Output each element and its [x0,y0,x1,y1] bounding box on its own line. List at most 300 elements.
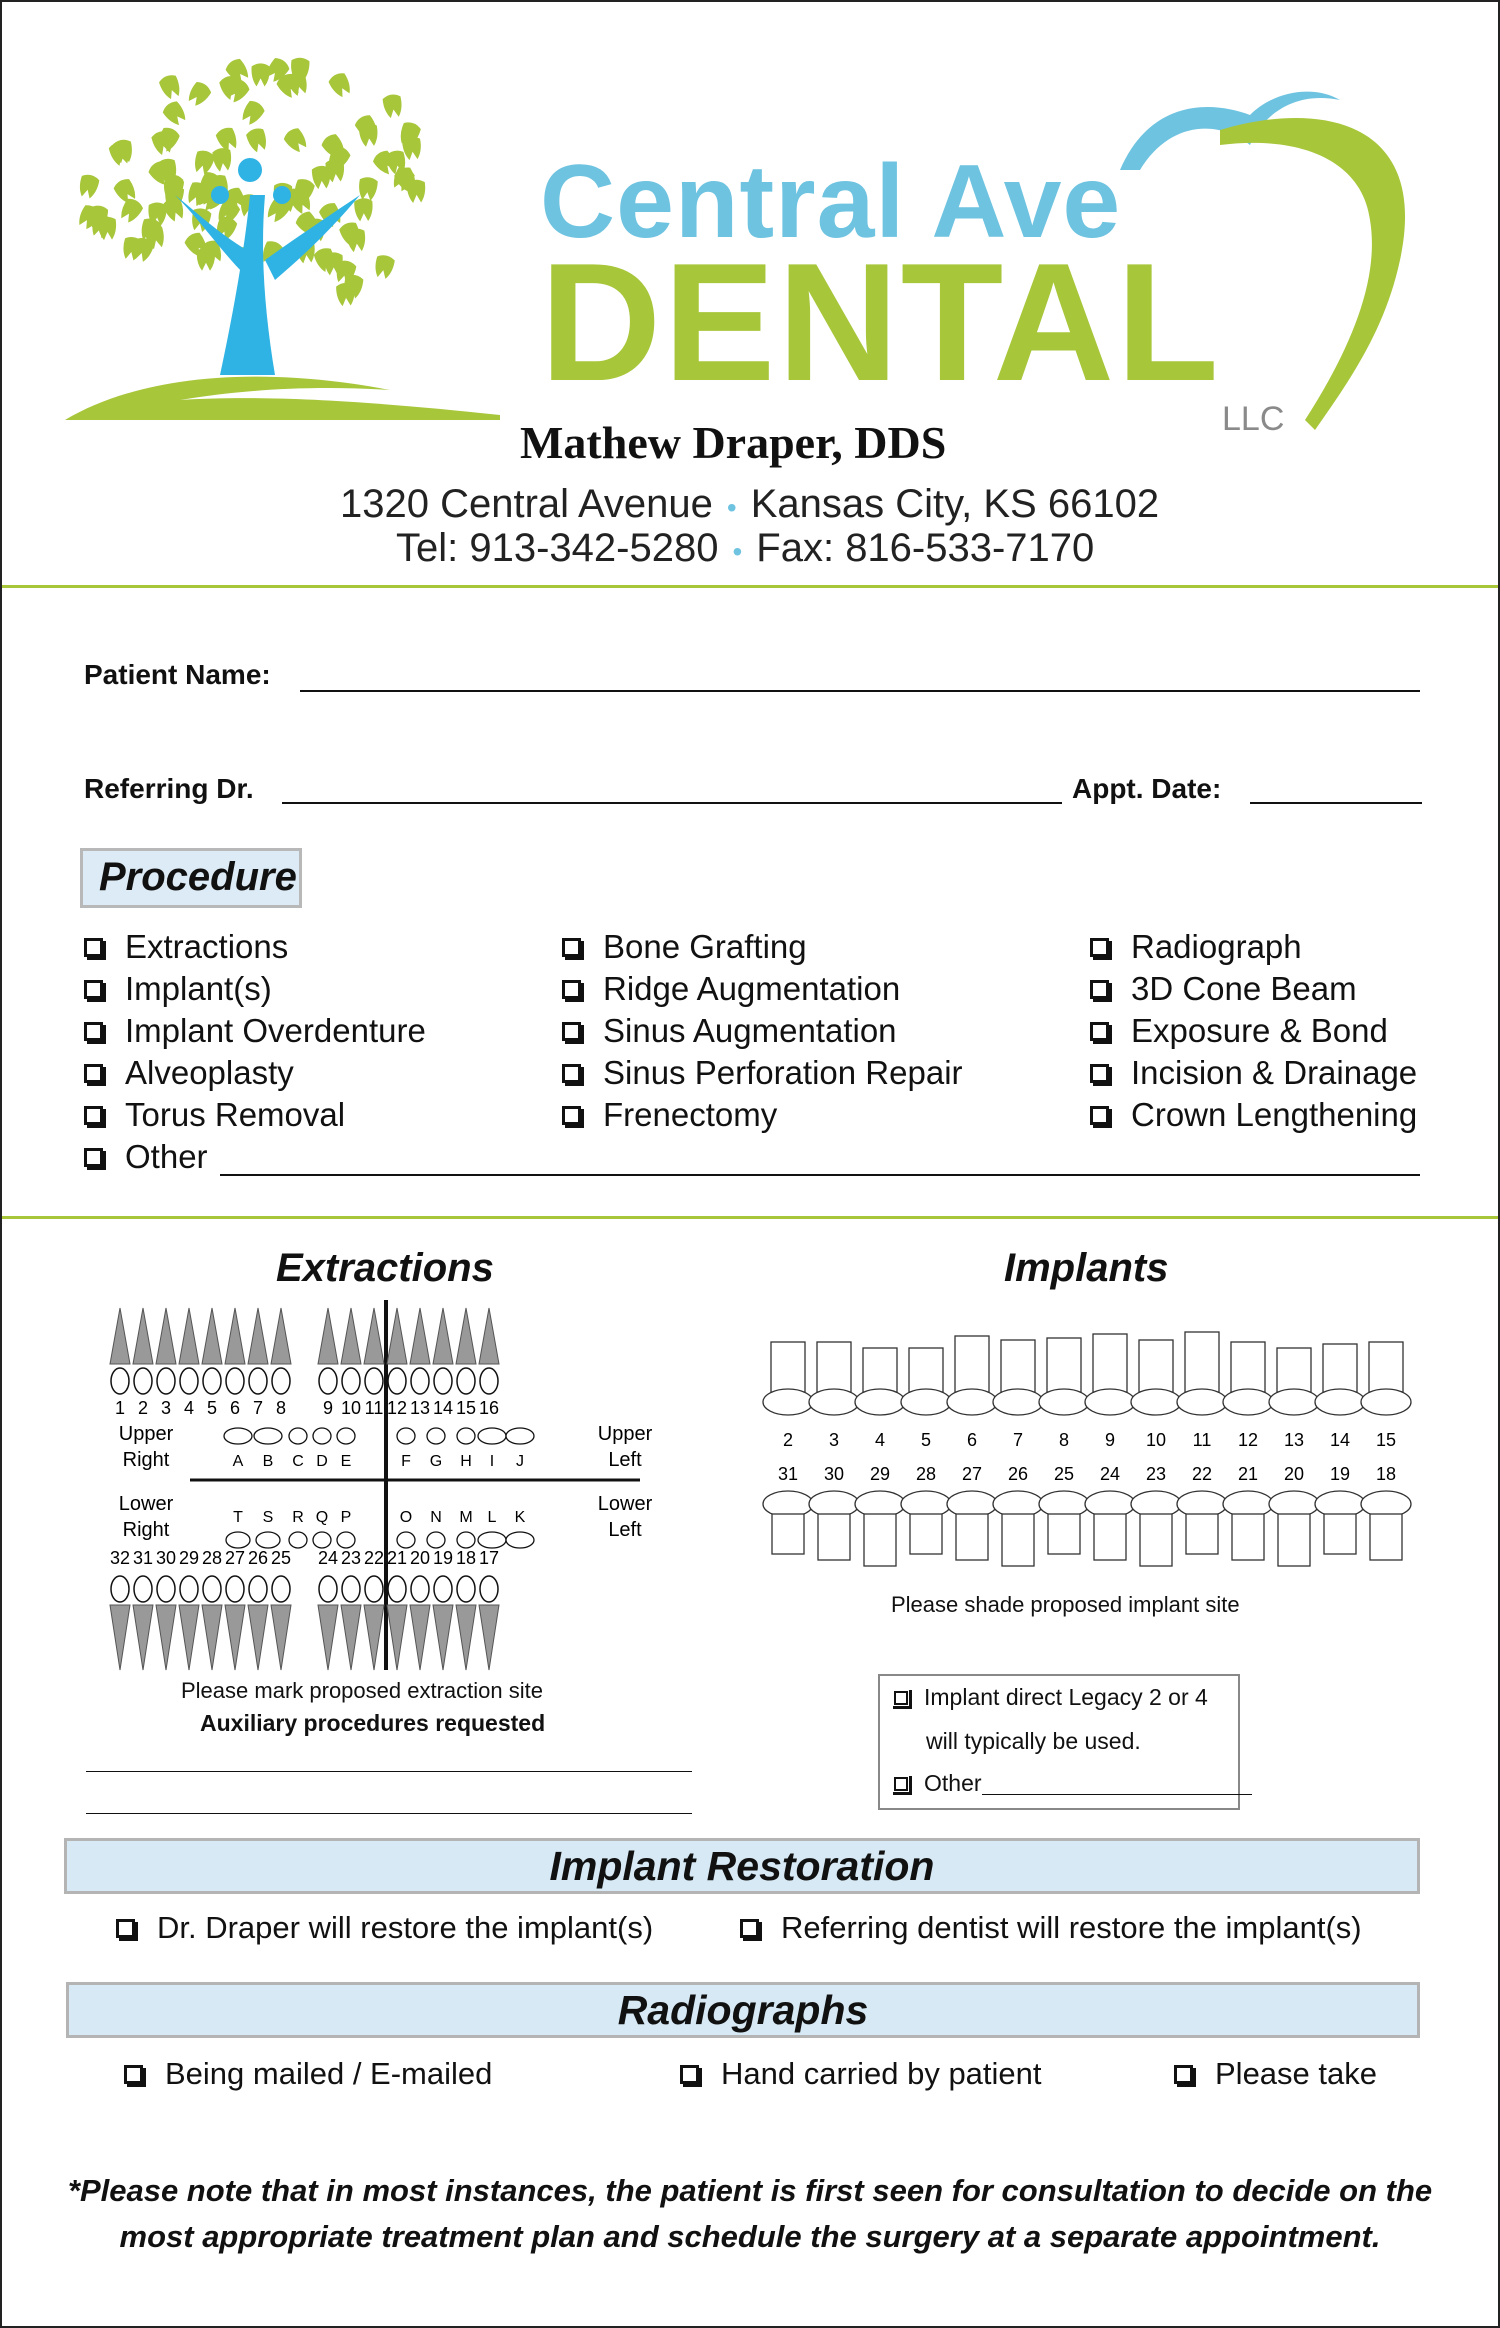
procedure-option[interactable] [562,970,900,1008]
lower-tooth[interactable] [202,1605,222,1670]
upper-tooth[interactable] [225,1308,245,1364]
checkbox[interactable] [562,980,581,999]
primary-tooth[interactable] [313,1532,331,1548]
implants-chart[interactable] [752,1320,1432,1580]
primary-tooth-letter[interactable]: O [399,1509,413,1526]
upper-tooth-number[interactable]: 8 [275,1398,287,1418]
upper-implant-tooth[interactable] [771,1342,805,1392]
procedure-option[interactable] [1090,1096,1417,1134]
upper-tooth-crown[interactable] [365,1368,383,1394]
lower-implant-number: 22 [1191,1464,1213,1484]
checkbox[interactable] [1090,1022,1109,1041]
upper-implant-number: 13 [1283,1430,1305,1450]
upper-tooth-number[interactable]: 12 [386,1398,408,1418]
lower-tooth[interactable] [456,1605,476,1670]
lower-tooth-number[interactable]: 24 [317,1548,339,1568]
lower-tooth-number[interactable]: 20 [409,1548,431,1568]
checkbox[interactable] [1174,2065,1193,2084]
restoration-title: Implant Restoration [549,1843,935,1889]
checkbox[interactable] [1090,938,1109,957]
primary-tooth-letter[interactable]: I [489,1453,495,1470]
primary-tooth[interactable] [289,1532,307,1548]
lower-implant-tooth[interactable] [1094,1514,1126,1560]
upper-tooth-number[interactable]: 3 [160,1398,172,1418]
upper-tooth[interactable] [271,1308,291,1364]
restoration-opt1[interactable]: Dr. Draper will restore the implant(s) [116,1910,653,1946]
lower-tooth[interactable] [156,1605,176,1670]
upper-tooth-crown[interactable] [388,1368,406,1394]
primary-tooth-letter[interactable]: E [340,1453,352,1470]
lower-left-label: Left [608,1519,642,1541]
upper-tooth[interactable] [479,1308,499,1364]
upper-tooth[interactable] [341,1308,361,1364]
primary-tooth[interactable] [457,1428,475,1444]
upper-implant-number: 5 [920,1430,932,1450]
checkbox[interactable] [894,1777,908,1791]
lower-tooth-number[interactable]: 27 [224,1548,246,1568]
lower-tooth-crown[interactable] [180,1576,198,1602]
primary-tooth-letter[interactable]: J [516,1453,524,1470]
lower-tooth-crown[interactable] [157,1576,175,1602]
upper-implant-crown [1361,1389,1411,1415]
upper-tooth-number[interactable]: 1 [114,1398,126,1418]
upper-implant-crown [947,1389,997,1415]
upper-tooth-crown[interactable] [434,1368,452,1394]
upper-tooth-crown[interactable] [249,1368,267,1394]
upper-tooth-crown[interactable] [272,1368,290,1394]
upper-implant-crown [1039,1389,1089,1415]
procedure-option-label: Crown Lengthening [1131,1096,1418,1133]
lower-implant-number: 19 [1329,1464,1351,1484]
procedure-option[interactable] [1090,1012,1388,1050]
lower-implant-crown [993,1491,1043,1517]
upper-implant-tooth[interactable] [1139,1340,1173,1392]
upper-implant-number: 15 [1375,1430,1397,1450]
upper-tooth[interactable] [248,1308,268,1364]
lower-tooth[interactable] [271,1605,291,1670]
lower-tooth-crown[interactable] [480,1576,498,1602]
extractions-caption: Please mark proposed extraction site [181,1678,543,1703]
procedure-option-label: Exposure & Bond [1131,1012,1388,1049]
lower-left-label: Lower [597,1493,653,1515]
lower-tooth[interactable] [110,1605,130,1670]
primary-tooth[interactable] [478,1532,506,1548]
upper-implant-number: 12 [1237,1430,1259,1450]
lower-implant-crown [763,1491,813,1517]
upper-tooth-number[interactable]: 11 [364,1398,384,1418]
patient-name-label: Patient Name: [84,659,271,690]
appt-date-label: Appt. Date: [1072,773,1222,804]
primary-tooth[interactable] [397,1532,415,1548]
procedure-option[interactable] [1090,970,1357,1008]
upper-tooth-crown[interactable] [411,1368,429,1394]
procedure-option-label: Alveoplasty [125,1054,294,1091]
appt-date-field[interactable] [1250,802,1422,804]
upper-implant-tooth[interactable] [1047,1338,1081,1392]
upper-tooth-crown[interactable] [157,1368,175,1394]
primary-tooth-letter[interactable]: D [316,1453,328,1470]
upper-implant-tooth[interactable] [1231,1342,1265,1392]
brand-suffix: LLC [1222,400,1285,438]
lower-implant-number: 27 [961,1464,983,1484]
primary-tooth-letter[interactable]: L [487,1509,497,1526]
upper-tooth-number[interactable]: 13 [409,1398,431,1418]
procedure-option-label: Implant(s) [125,970,272,1007]
checkbox[interactable] [562,938,581,957]
lower-tooth[interactable] [341,1605,361,1670]
checkbox[interactable] [740,1919,759,1938]
upper-tooth-crown[interactable] [180,1368,198,1394]
lower-tooth-number[interactable]: 30 [155,1548,177,1568]
procedure-option[interactable] [562,1054,963,1092]
lower-tooth-crown[interactable] [319,1576,337,1602]
primary-tooth-letter[interactable]: Q [315,1509,329,1526]
upper-tooth[interactable] [456,1308,476,1364]
upper-tooth-number[interactable]: 9 [322,1398,334,1418]
lower-implant-crown [901,1491,951,1517]
lower-tooth-crown[interactable] [272,1576,290,1602]
lower-tooth-number[interactable]: 22 [363,1548,385,1568]
referring-dr-field[interactable] [282,802,1062,804]
procedure-option-label: Frenectomy [603,1096,778,1133]
upper-tooth-crown[interactable] [111,1368,129,1394]
lower-tooth[interactable] [133,1605,153,1670]
upper-tooth-crown[interactable] [342,1368,360,1394]
checkbox[interactable] [562,1022,581,1041]
procedure-option[interactable] [84,928,288,966]
primary-tooth[interactable] [397,1428,415,1444]
primary-tooth[interactable] [478,1428,506,1444]
dot-separator: • [732,536,743,567]
checkbox[interactable] [1090,1064,1109,1083]
procedure-option-label: Sinus Perforation Repair [603,1054,963,1091]
primary-tooth[interactable] [427,1532,445,1548]
checkbox[interactable] [562,1064,581,1083]
upper-tooth-number[interactable]: 15 [455,1398,477,1418]
lower-implant-tooth[interactable] [818,1514,850,1560]
upper-right-label: Right [122,1449,170,1471]
lower-tooth[interactable] [410,1605,430,1670]
upper-tooth[interactable] [364,1308,384,1364]
lower-tooth-crown[interactable] [388,1576,406,1602]
lower-tooth[interactable] [479,1605,499,1670]
lower-tooth-crown[interactable] [434,1576,452,1602]
primary-tooth[interactable] [427,1428,445,1444]
city: Kansas City, KS 66102 [750,482,1160,526]
fax: Fax: 816-533-7170 [756,526,1095,570]
primary-tooth[interactable] [506,1532,534,1548]
primary-tooth-letter[interactable]: S [262,1509,274,1526]
procedure-option[interactable] [562,1012,897,1050]
primary-tooth[interactable] [254,1428,282,1444]
lower-tooth[interactable] [248,1605,268,1670]
upper-tooth[interactable] [202,1308,222,1364]
upper-implant-crown [1177,1389,1227,1415]
upper-implant-number: 2 [782,1430,794,1450]
lower-implant-crown [1039,1491,1089,1517]
upper-tooth[interactable] [133,1308,153,1364]
lower-tooth[interactable] [364,1605,384,1670]
address-line [340,482,1159,527]
lower-tooth-crown[interactable] [457,1576,475,1602]
restoration-band [64,1838,1420,1894]
auxiliary-line2[interactable] [86,1813,692,1814]
upper-tooth-number[interactable]: 2 [137,1398,149,1418]
checkbox[interactable] [894,1691,908,1705]
upper-tooth-number[interactable]: 5 [206,1398,218,1418]
implants-caption: Please shade proposed implant site [891,1592,1240,1617]
upper-implant-number: 6 [966,1430,978,1450]
upper-implant-number: 14 [1329,1430,1351,1450]
dot-separator: • [726,492,737,523]
procedure-header [80,848,302,908]
procedure-option[interactable] [84,1012,426,1050]
implant-legacy-option[interactable]: Implant direct Legacy 2 or 4 [894,1684,1208,1711]
lower-implant-crown [1131,1491,1181,1517]
radiographs-opt3[interactable]: Please take [1174,2056,1377,2092]
lower-tooth-number[interactable]: 29 [178,1548,200,1568]
divider-mid [2,1216,1498,1219]
checkbox[interactable] [116,1919,135,1938]
radiographs-band [66,1982,1420,2038]
upper-tooth-number[interactable]: 10 [340,1398,362,1418]
primary-tooth[interactable] [506,1428,534,1444]
other-field[interactable] [220,1174,1420,1176]
lower-implant-number: 23 [1145,1464,1167,1484]
upper-tooth[interactable] [318,1308,338,1364]
implant-legacy-line2: will typically be used. [926,1728,1141,1754]
lower-tooth-number[interactable]: 17 [478,1548,500,1568]
upper-left-label: Upper [597,1423,653,1445]
upper-implant-tooth[interactable] [863,1348,897,1392]
lower-implant-tooth[interactable] [772,1514,804,1554]
procedure-option-label: Other [125,1138,208,1175]
lower-tooth-number[interactable]: 31 [132,1548,154,1568]
upper-implant-crown [1269,1389,1319,1415]
lower-implant-tooth[interactable] [1370,1514,1402,1560]
procedure-option[interactable] [84,1054,294,1092]
procedure-option-label: Ridge Augmentation [603,970,901,1007]
primary-tooth[interactable] [226,1532,250,1548]
lower-tooth-number[interactable]: 21 [386,1548,408,1568]
lower-tooth-number[interactable]: 25 [270,1548,292,1568]
lower-implant-tooth[interactable] [1140,1514,1172,1566]
lower-implant-tooth[interactable] [1232,1514,1264,1560]
upper-tooth-crown[interactable] [226,1368,244,1394]
lower-tooth-crown[interactable] [111,1576,129,1602]
lower-tooth[interactable] [318,1605,338,1670]
primary-tooth[interactable] [337,1428,355,1444]
primary-tooth-letter[interactable]: C [292,1453,304,1470]
checkbox[interactable] [124,2065,143,2084]
primary-tooth-letter[interactable]: T [233,1509,243,1526]
lower-tooth[interactable] [387,1605,407,1670]
procedure-option[interactable] [1090,1054,1417,1092]
procedure-option-label: 3D Cone Beam [1131,970,1357,1007]
primary-tooth-letter[interactable]: N [430,1509,442,1526]
lower-implant-tooth[interactable] [956,1514,988,1560]
lower-tooth[interactable] [433,1605,453,1670]
primary-tooth[interactable] [289,1428,307,1444]
lower-implant-tooth[interactable] [1048,1514,1080,1554]
procedure-option[interactable] [84,1138,208,1176]
upper-implant-crown [1131,1389,1181,1415]
lower-tooth-crown[interactable] [411,1576,429,1602]
checkbox[interactable] [84,938,103,957]
procedure-option[interactable] [84,970,272,1008]
lower-tooth-number[interactable]: 32 [109,1548,131,1568]
checkbox[interactable] [84,1022,103,1041]
lower-tooth-number[interactable]: 18 [455,1548,477,1568]
upper-implant-number: 8 [1058,1430,1070,1450]
primary-tooth-letter[interactable]: R [292,1509,304,1526]
primary-tooth-letter[interactable]: M [459,1509,473,1526]
upper-tooth-number[interactable]: 6 [229,1398,241,1418]
checkbox[interactable] [680,2065,699,2084]
upper-implant-crown [993,1389,1043,1415]
checkbox[interactable] [84,1064,103,1083]
upper-implant-tooth[interactable] [1093,1334,1127,1392]
lower-implant-number: 24 [1099,1464,1121,1484]
implants-title: Implants [1004,1246,1169,1290]
lower-implant-tooth[interactable] [1002,1514,1034,1566]
upper-implant-tooth[interactable] [1277,1348,1311,1392]
upper-tooth-crown[interactable] [134,1368,152,1394]
upper-implant-tooth[interactable] [1185,1332,1219,1392]
upper-tooth-crown[interactable] [203,1368,221,1394]
tree-logo [60,45,500,425]
note-line2: most appropriate treatment plan and schedule the surgery at a separate appointment. [119,2219,1381,2254]
upper-implant-crown [1085,1389,1135,1415]
lower-implant-crown [1177,1491,1227,1517]
checkbox[interactable] [84,1148,103,1167]
upper-tooth[interactable] [433,1308,453,1364]
primary-tooth-letter[interactable]: F [401,1453,411,1470]
lower-tooth-crown[interactable] [365,1576,383,1602]
upper-tooth[interactable] [156,1308,176,1364]
primary-tooth-letter[interactable]: P [340,1509,352,1526]
referring-dr-label: Referring Dr. [84,773,254,804]
lower-tooth-crown[interactable] [203,1576,221,1602]
lower-tooth[interactable] [225,1605,245,1670]
checkbox[interactable] [562,1106,581,1125]
patient-name-field[interactable] [300,690,1420,692]
primary-tooth-letter[interactable]: H [460,1453,472,1470]
primary-tooth-letter[interactable]: K [514,1509,526,1526]
procedure-option[interactable] [562,928,807,966]
lower-implant-tooth[interactable] [910,1514,942,1554]
lower-implant-tooth[interactable] [1324,1514,1356,1554]
lower-implant-tooth[interactable] [1186,1514,1218,1554]
checkbox[interactable] [1090,1106,1109,1125]
upper-tooth[interactable] [387,1308,407,1364]
procedure-title: Procedure [99,855,297,899]
upper-tooth-crown[interactable] [480,1368,498,1394]
restoration-opt2[interactable]: Referring dentist will restore the implant(s) [740,1910,1362,1946]
upper-tooth[interactable] [110,1308,130,1364]
implant-other-field[interactable] [982,1772,1252,1795]
lower-implant-crown [1085,1491,1135,1517]
radiographs-opt2[interactable]: Hand carried by patient [680,2056,1042,2092]
primary-tooth[interactable] [337,1532,355,1548]
procedure-option[interactable] [84,1096,345,1134]
upper-implant-crown [809,1389,859,1415]
lower-implant-number: 30 [823,1464,845,1484]
primary-tooth-letter[interactable]: A [232,1453,244,1470]
upper-implant-tooth[interactable] [817,1342,851,1392]
upper-tooth-number[interactable]: 4 [183,1398,195,1418]
lower-implant-number: 18 [1375,1464,1397,1484]
upper-tooth-number[interactable]: 16 [478,1398,500,1418]
upper-implant-tooth[interactable] [1323,1344,1357,1392]
primary-tooth[interactable] [313,1428,331,1444]
upper-right-label: Upper [118,1423,174,1445]
upper-tooth-crown[interactable] [319,1368,337,1394]
lower-implant-number: 28 [915,1464,937,1484]
extractions-title: Extractions [276,1246,494,1290]
lower-tooth-crown[interactable] [226,1576,244,1602]
lower-tooth-crown[interactable] [342,1576,360,1602]
checkbox[interactable] [1090,980,1109,999]
procedure-option-label: Radiograph [1131,928,1302,965]
divider-top [2,585,1498,588]
upper-implant-crown [1223,1389,1273,1415]
lower-tooth-number[interactable]: 28 [201,1548,223,1568]
doctor-name: Mathew Draper, DDS [520,417,947,468]
tooth-swoosh [1100,60,1430,440]
procedure-option[interactable] [562,1096,777,1134]
primary-tooth[interactable] [457,1532,475,1548]
upper-left-label: Left [608,1449,642,1471]
lower-implant-crown [809,1491,859,1517]
implant-other-option[interactable]: Other [894,1770,1252,1797]
primary-tooth[interactable] [224,1428,252,1444]
lower-tooth-number[interactable]: 26 [247,1548,269,1568]
lower-tooth[interactable] [179,1605,199,1670]
primary-tooth-letter[interactable]: B [262,1453,274,1470]
upper-implant-crown [763,1389,813,1415]
upper-tooth[interactable] [410,1308,430,1364]
radiographs-opt1[interactable]: Being mailed / E-mailed [124,2056,492,2092]
procedure-option[interactable] [1090,928,1302,966]
auxiliary-line1[interactable] [86,1771,692,1772]
upper-implant-tooth[interactable] [909,1348,943,1392]
upper-tooth-number[interactable]: 7 [252,1398,264,1418]
tel: Tel: 913-342-5280 [396,526,719,570]
lower-implant-tooth[interactable] [864,1514,896,1566]
upper-tooth[interactable] [179,1308,199,1364]
lower-tooth-number[interactable]: 23 [340,1548,362,1568]
lower-implant-number: 29 [869,1464,891,1484]
lower-tooth-crown[interactable] [134,1576,152,1602]
upper-implant-tooth[interactable] [1369,1342,1403,1392]
primary-tooth[interactable] [256,1532,280,1548]
checkbox[interactable] [84,1106,103,1125]
lower-implant-tooth[interactable] [1278,1514,1310,1566]
lower-right-label: Right [122,1519,170,1541]
procedure-option-label: Bone Grafting [603,928,807,965]
upper-implant-tooth[interactable] [955,1336,989,1392]
upper-implant-tooth[interactable] [1001,1340,1035,1392]
lower-tooth-crown[interactable] [249,1576,267,1602]
upper-tooth-crown[interactable] [457,1368,475,1394]
primary-tooth-letter[interactable]: G [429,1453,443,1470]
extractions-chart[interactable] [100,1300,660,1680]
lower-tooth-number[interactable]: 19 [432,1548,454,1568]
checkbox[interactable] [84,980,103,999]
auxiliary-label: Auxiliary procedures requested [200,1710,546,1736]
upper-tooth-number[interactable]: 14 [432,1398,454,1418]
